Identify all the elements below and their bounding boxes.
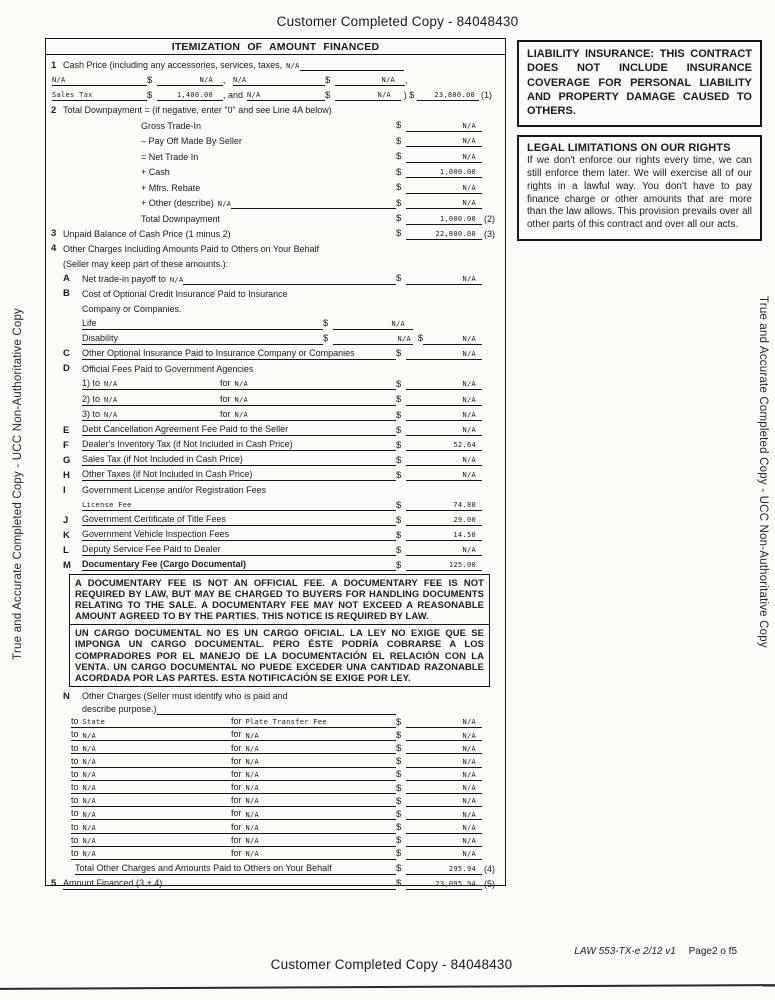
cash-price-label: Cash Price (including any accessories, services, taxes, bbox=[63, 60, 283, 71]
payoff-by-seller-value: N/A bbox=[406, 138, 482, 147]
total-other-charges-value: 295.94 bbox=[406, 866, 482, 875]
to-label: to bbox=[71, 782, 79, 793]
legal-limitations-heading: LEGAL LIMITATIONS ON OUR RIGHTS bbox=[527, 142, 731, 155]
for-label: for bbox=[231, 716, 242, 727]
sales-tax-not-included-label: Sales Tax (if Not Included in Cash Price) bbox=[82, 455, 396, 466]
for-label: for bbox=[231, 848, 242, 859]
dollar-sign: $ bbox=[396, 529, 402, 541]
charge-value: N/A bbox=[406, 785, 482, 794]
line-n-other-charges bbox=[49, 690, 500, 703]
dollar-sign: $ bbox=[147, 74, 153, 86]
line-b-credit-insurance-2 bbox=[49, 300, 500, 315]
page-indicator: Page2 o f5 bbox=[688, 946, 737, 957]
disability-label: Disability bbox=[82, 334, 323, 345]
charge-purpose: N/A bbox=[245, 757, 260, 766]
line-letter: B bbox=[63, 288, 70, 300]
charge-purpose: N/A bbox=[245, 771, 260, 780]
charge-purpose: N/A bbox=[245, 850, 260, 859]
field-sales-tax-not-included bbox=[49, 451, 500, 466]
field-documentary-fee bbox=[49, 556, 500, 571]
amount-financed-value: 23,095.94 bbox=[406, 881, 482, 890]
legal-limitations-box bbox=[517, 135, 762, 240]
dealers-inventory-tax-value: 52.64 bbox=[406, 442, 482, 451]
comma: , bbox=[405, 75, 408, 86]
title-fees-label: Government Certificate of Title Fees bbox=[82, 515, 396, 526]
field-other-taxes bbox=[49, 466, 500, 481]
dollar-sign: $ bbox=[396, 469, 402, 481]
sales-tax-not-included-value: N/A bbox=[406, 457, 482, 466]
field-mfrs-rebate bbox=[49, 178, 500, 194]
disability-value-2: N/A bbox=[423, 336, 482, 345]
dollar-sign: $ bbox=[396, 228, 402, 240]
to-label: to bbox=[71, 821, 79, 832]
license-fee-value: 74.80 bbox=[406, 502, 482, 511]
dollar-sign: $ bbox=[396, 716, 402, 728]
dollar-sign: $ bbox=[396, 182, 402, 194]
field-total-other-charges bbox=[49, 860, 500, 875]
line-ref-4: (4) bbox=[484, 864, 495, 875]
unpaid-balance-label: Unpaid Balance of Cash Price (1 minus 2) bbox=[63, 228, 231, 239]
dollar-sign: $ bbox=[396, 559, 402, 571]
charge-payee: N/A bbox=[82, 731, 97, 740]
for-label: for bbox=[231, 782, 242, 793]
line-number: 4 bbox=[51, 243, 57, 255]
dollar-sign: $ bbox=[396, 756, 402, 768]
dollar-sign: $ bbox=[396, 782, 402, 794]
liability-insurance-box bbox=[517, 40, 762, 127]
total-downpayment-row-label: Total Downpayment bbox=[141, 213, 221, 224]
deputy-service-fee-label: Deputy Service Fee Paid to Dealer bbox=[82, 545, 396, 556]
line-letter: D bbox=[63, 363, 70, 375]
line-1-cash-price bbox=[49, 56, 500, 71]
line-letter: A bbox=[63, 273, 70, 285]
to-label: to bbox=[71, 742, 79, 753]
dollar-sign: $ bbox=[147, 89, 153, 101]
to-label: to bbox=[71, 795, 79, 806]
dollar-sign: $ bbox=[396, 166, 402, 178]
charge-value: N/A bbox=[406, 851, 482, 860]
field-license-fee bbox=[49, 496, 500, 511]
dollar-sign: $ bbox=[396, 742, 402, 754]
line-ref-5: (5) bbox=[484, 879, 495, 890]
charge-purpose: Plate Transfer Fee bbox=[245, 718, 327, 727]
for-label: for bbox=[231, 795, 242, 806]
other-taxes-label: Other Taxes (if Not Included in Cash Price) bbox=[82, 470, 396, 481]
charge-value: N/A bbox=[406, 812, 482, 821]
dollar-sign: $ bbox=[396, 769, 402, 781]
unpaid-balance-value: 22,800.00 bbox=[406, 231, 482, 240]
disability-value: N/A bbox=[333, 336, 413, 345]
dollar-sign: $ bbox=[396, 835, 402, 847]
dollar-sign: $ bbox=[396, 378, 402, 390]
field-title-fees bbox=[49, 511, 500, 526]
line-letter: H bbox=[63, 469, 70, 481]
dollar-sign: $ bbox=[325, 74, 331, 86]
field-other-charge-row bbox=[49, 807, 500, 820]
field-underline bbox=[300, 70, 404, 71]
for-label: for bbox=[231, 808, 242, 819]
legal-limitations-text: If we don't enforce our rights every time, we can still enforce them later. We will exercise all of our rights in a lawful way. You don't have to pay finance charge or other amounts that are more than the law allows. This provision prevails over all other parts of this contract and over all our acts. bbox=[527, 155, 752, 230]
charge-value: N/A bbox=[406, 733, 482, 742]
for-label: for bbox=[231, 742, 242, 753]
describe-purpose-label: describe purpose.) bbox=[82, 703, 157, 714]
life-label: Life bbox=[82, 319, 323, 330]
line-letter: N bbox=[63, 690, 70, 702]
other-describe-label: + Other (describe) bbox=[141, 198, 214, 209]
other-optional-insurance-value: N/A bbox=[406, 351, 482, 360]
field-official-fee-3 bbox=[49, 406, 500, 422]
net-payoff-label: Net trade-in payoff to bbox=[82, 273, 166, 284]
other-downpayment-value: N/A bbox=[406, 200, 482, 209]
fee-1-purpose: N/A bbox=[234, 380, 249, 389]
field-underline bbox=[183, 284, 396, 285]
close-paren-dollar: ) $ bbox=[403, 90, 415, 101]
charge-value: N/A bbox=[406, 759, 482, 768]
field-life-insurance bbox=[49, 315, 500, 330]
bottom-divider-line bbox=[0, 984, 775, 990]
for-label: for bbox=[231, 834, 242, 845]
other-taxes-value: N/A bbox=[406, 472, 482, 481]
gross-trade-in-label: Gross Trade-In bbox=[141, 120, 202, 131]
dealers-inventory-tax-label: Dealer's Inventory Tax (if Not Included in Cash Price) bbox=[82, 440, 396, 451]
dollar-sign: $ bbox=[396, 795, 402, 807]
line-number: 5 bbox=[51, 878, 57, 890]
total-downpayment-label: Total Downpayment = (if negative, enter "0" and see Line 4A below) bbox=[63, 105, 332, 116]
comma: , bbox=[223, 75, 226, 86]
dollar-sign: $ bbox=[396, 439, 402, 451]
fee-3-purpose: N/A bbox=[234, 411, 249, 420]
fee-2-purpose: N/A bbox=[234, 395, 249, 404]
charge-payee: State bbox=[82, 718, 106, 727]
liability-insurance-text: THIS CONTRACT DOES NOT INCLUDE INSURANCE COVERAGE FOR PERSONAL LIABILITY AND PROPERTY DAMAGE CAUSED TO OTHERS. bbox=[527, 48, 752, 118]
dollar-sign: $ bbox=[396, 544, 402, 556]
field-other-charge-row bbox=[49, 820, 500, 833]
dollar-sign: $ bbox=[323, 318, 329, 330]
dollar-sign: $ bbox=[396, 729, 402, 741]
other-optional-insurance-label: Other Optional Insurance Paid to Insurance Company or Companies bbox=[82, 349, 396, 360]
amount-financed-label: Amount Financed (3 + 4) bbox=[63, 879, 396, 890]
line-b-credit-insurance bbox=[49, 285, 500, 300]
field-disability-insurance bbox=[49, 330, 500, 345]
dollar-sign: $ bbox=[396, 454, 402, 466]
charge-purpose: N/A bbox=[245, 744, 260, 753]
charge-value: N/A bbox=[406, 772, 482, 781]
cash-label: + Cash bbox=[141, 167, 170, 178]
total-other-charges-label: Total Other Charges and Amounts Paid to Others on Your Behalf bbox=[75, 864, 396, 875]
to-label: to bbox=[71, 716, 79, 727]
charge-payee: N/A bbox=[82, 757, 97, 766]
fee-1-payee: N/A bbox=[104, 380, 118, 389]
other-tax-amount: N/A bbox=[335, 92, 401, 101]
line-number: 1 bbox=[51, 59, 57, 71]
field-other-charge-row bbox=[49, 715, 500, 728]
field-total-downpayment bbox=[49, 209, 500, 225]
for-label: for bbox=[220, 393, 231, 404]
dollar-sign: $ bbox=[396, 197, 402, 209]
for-label: for bbox=[231, 755, 242, 766]
field-gross-trade-in bbox=[49, 116, 500, 132]
line-d-official-fees bbox=[49, 360, 500, 375]
dollar-sign: $ bbox=[396, 394, 402, 406]
dollar-sign: $ bbox=[396, 120, 402, 132]
other-describe-fill: N/A bbox=[217, 200, 232, 209]
field-other-downpayment bbox=[49, 194, 500, 210]
payoff-by-seller-label: – Pay Off Made By Seller bbox=[141, 136, 242, 147]
field-cash bbox=[49, 163, 500, 179]
documentary-fee-notice-spanish: UN CARGO DOCUMENTAL NO ES UN CARGO OFICIAL. LA LEY NO EXIGE QUE SE IMPONGA UN CARGO DOCUMENTAL. PERO ÉSTE PODRÍA COBRARSE A LOS COMPRADORES POR EL MANEJO DE LA DOCUMENTACIÓN EL RELACIÓN CON LA VENTA. UN CARGO DOCUMENTAL NO PUEDE EXCEDER UNA CANTIDAD RAZONABLE ACORDADA POR LAS PARTES. ESTA NOTIFICACIÓN SE EXIGE POR LEY. bbox=[70, 624, 489, 685]
debt-cancellation-label: Debt Cancellation Agreement Fee Paid to the Seller bbox=[82, 425, 396, 436]
dollar-sign: $ bbox=[396, 424, 402, 436]
company-label: Company or Companies. bbox=[82, 303, 182, 314]
line-letter: K bbox=[63, 529, 70, 541]
net-trade-in-label: = Net Trade In bbox=[141, 151, 199, 162]
dollar-sign: $ bbox=[396, 808, 402, 820]
dollar-sign: $ bbox=[323, 333, 329, 345]
line-letter: J bbox=[63, 514, 69, 526]
fee-2-value: N/A bbox=[406, 397, 482, 406]
line-3-unpaid-balance bbox=[49, 225, 500, 240]
dollar-sign: $ bbox=[325, 89, 331, 101]
form-code bbox=[574, 946, 737, 957]
documentary-fee-value: 125.00 bbox=[406, 562, 482, 571]
itemization-title: ITEMIZATION OF AMOUNT FINANCED bbox=[46, 39, 505, 55]
fee-3-value: N/A bbox=[406, 412, 482, 421]
charge-purpose: N/A bbox=[245, 837, 260, 846]
field-other-charge-row bbox=[49, 754, 500, 767]
field-official-fee-1 bbox=[49, 375, 500, 391]
accessory-2-label: N/A bbox=[233, 77, 325, 86]
accessory-1-amount: N/A bbox=[157, 77, 223, 86]
field-net-trade-in-payoff bbox=[49, 270, 500, 285]
dollar-sign: $ bbox=[396, 348, 402, 360]
line-number: 2 bbox=[51, 104, 57, 116]
to-label: to bbox=[71, 768, 79, 779]
dollar-sign: $ bbox=[396, 409, 402, 421]
cash-price-total: 23,800.00 bbox=[417, 92, 479, 101]
total-downpayment-value: 1,000.00 bbox=[406, 216, 482, 225]
field-other-charge-row bbox=[49, 834, 500, 847]
and-label: , and bbox=[223, 90, 244, 101]
deputy-service-fee-value: N/A bbox=[406, 547, 482, 556]
field-debt-cancellation bbox=[49, 421, 500, 436]
dollar-sign: $ bbox=[396, 499, 402, 511]
dollar-sign: $ bbox=[396, 151, 402, 163]
to-label: to bbox=[71, 848, 79, 859]
charge-payee: N/A bbox=[82, 784, 97, 793]
inspection-fees-value: 14.50 bbox=[406, 532, 482, 541]
for-label: for bbox=[231, 729, 242, 740]
line-2-total-downpayment bbox=[49, 101, 500, 116]
inspection-fees-label: Government Vehicle Inspection Fees bbox=[82, 530, 396, 541]
dollar-sign: $ bbox=[396, 514, 402, 526]
field-other-charge-row bbox=[49, 741, 500, 754]
to-label: to bbox=[71, 808, 79, 819]
mfrs-rebate-label: + Mfrs. Rebate bbox=[141, 182, 201, 193]
line-4-other-charges bbox=[49, 240, 500, 255]
field-other-charge-row bbox=[49, 847, 500, 860]
form-code-text: LAW 553-TX-e 2/12 v1 bbox=[574, 946, 676, 957]
charge-purpose: N/A bbox=[245, 784, 260, 793]
dollar-sign: $ bbox=[396, 878, 402, 890]
dollar-sign: $ bbox=[396, 822, 402, 834]
charge-payee: N/A bbox=[82, 823, 97, 832]
for-label: for bbox=[220, 378, 231, 389]
fee-1-value: N/A bbox=[406, 381, 482, 390]
charge-purpose: N/A bbox=[245, 731, 260, 740]
sales-tax-amount: 1,400.00 bbox=[157, 92, 223, 101]
dollar-sign: $ bbox=[396, 848, 402, 860]
bottom-copy-label: Customer Completed Copy - 84048430 bbox=[270, 957, 513, 972]
field-other-charge-row bbox=[49, 768, 500, 781]
title-fees-value: 29.00 bbox=[406, 517, 482, 526]
line-letter: C bbox=[63, 348, 70, 360]
charge-payee: N/A bbox=[82, 744, 97, 753]
charge-payee: N/A bbox=[82, 797, 97, 806]
field-other-charge-row bbox=[49, 781, 500, 794]
left-vertical-watermark: True and Accurate Completed Copy - UCC Non-Authoritative Copy bbox=[12, 308, 24, 660]
dollar-sign: $ bbox=[396, 213, 402, 225]
net-payoff-value: N/A bbox=[406, 276, 482, 285]
line-n-other-charges-2 bbox=[49, 702, 500, 715]
charge-value: N/A bbox=[406, 825, 482, 834]
field-underline bbox=[231, 208, 396, 209]
accessory-1-label: N/A bbox=[52, 77, 147, 86]
for-label: for bbox=[220, 409, 231, 420]
to-label: to bbox=[71, 729, 79, 740]
mfrs-rebate-value: N/A bbox=[406, 185, 482, 194]
credit-insurance-label: Cost of Optional Credit Insurance Paid to Insurance bbox=[82, 288, 288, 299]
fee-2-payee: N/A bbox=[104, 395, 118, 404]
charge-value: N/A bbox=[406, 798, 482, 807]
net-trade-in-value: N/A bbox=[406, 154, 482, 163]
to-label: to bbox=[71, 834, 79, 845]
dollar-sign: $ bbox=[396, 135, 402, 147]
line-ref-1: (1) bbox=[481, 90, 492, 101]
line-4-sublabel bbox=[49, 255, 500, 270]
charge-payee: N/A bbox=[82, 850, 97, 859]
itemization-box bbox=[45, 38, 506, 890]
to-label: 2) to bbox=[82, 393, 101, 404]
fee-3-payee: N/A bbox=[104, 411, 118, 420]
line-ref-3: (3) bbox=[484, 228, 495, 239]
field-deputy-service-fee bbox=[49, 541, 500, 556]
cash-value: 1,000.00 bbox=[406, 169, 482, 178]
charge-value: N/A bbox=[406, 719, 482, 728]
to-label: to bbox=[71, 755, 79, 766]
line-i-license-fees bbox=[49, 481, 500, 496]
accessory-2-amount: N/A bbox=[335, 77, 405, 86]
line-letter: M bbox=[63, 559, 71, 571]
documentary-fee-notice-english: A DOCUMENTARY FEE IS NOT AN OFFICIAL FEE. A DOCUMENTARY FEE IS NOT REQUIRED BY LAW, BUT MAY BE CHARGED TO BUYERS FOR HANDLING DOCUMENTS RELATING TO THE SALE. A DOCUMENTARY FEE MAY NOT EXCEED A REASONABLE AMOUNT AGREED TO BY THE PARTIES. THIS NOTICE IS REQUIRED BY LAW. bbox=[75, 577, 484, 622]
other-charges-label: Other Charges Including Amounts Paid to Others on Your Behalf bbox=[63, 243, 320, 254]
net-payoff-fill: N/A bbox=[169, 275, 184, 284]
line-5-amount-financed bbox=[49, 875, 500, 890]
for-label: for bbox=[231, 768, 242, 779]
sales-tax-label: Sales Tax bbox=[52, 92, 147, 101]
line-number: 3 bbox=[51, 228, 57, 240]
right-vertical-watermark: True and Accurate Completed Copy - UCC Non-Authoritative Copy bbox=[757, 296, 769, 648]
life-value: N/A bbox=[333, 321, 413, 330]
field-other-optional-insurance bbox=[49, 345, 500, 360]
charge-value: N/A bbox=[406, 838, 482, 847]
line-letter: L bbox=[63, 544, 69, 556]
dollar-sign: $ bbox=[396, 273, 402, 285]
dollar-sign: $ bbox=[417, 333, 423, 345]
debt-cancellation-value: N/A bbox=[406, 427, 482, 436]
documentary-fee-notice bbox=[69, 574, 490, 687]
field-other-charge-row bbox=[49, 794, 500, 807]
seller-keep-label: (Seller may keep part of these amounts.): bbox=[63, 258, 229, 269]
line-1-detail-row-1 bbox=[52, 71, 500, 86]
line-letter: E bbox=[63, 424, 70, 436]
charge-value: N/A bbox=[406, 746, 482, 755]
charge-payee: N/A bbox=[82, 837, 97, 846]
field-underline bbox=[157, 714, 396, 715]
for-label: for bbox=[231, 821, 242, 832]
to-label: 3) to bbox=[82, 409, 101, 420]
charge-payee: N/A bbox=[82, 810, 97, 819]
cash-price-fill: N/A bbox=[286, 62, 300, 71]
line-letter: G bbox=[63, 454, 71, 466]
charge-purpose: N/A bbox=[245, 797, 260, 806]
top-copy-label: Customer Completed Copy - 84048430 bbox=[276, 14, 519, 29]
field-other-charge-row bbox=[49, 728, 500, 741]
charge-purpose: N/A bbox=[245, 823, 260, 832]
dollar-sign: $ bbox=[396, 863, 402, 875]
gross-trade-in-value: N/A bbox=[406, 123, 482, 132]
field-inspection-fees bbox=[49, 526, 500, 541]
field-dealers-inventory-tax bbox=[49, 436, 500, 451]
line-letter: I bbox=[63, 484, 66, 496]
other-charges-n-label: Other Charges (Seller must identify who is paid and bbox=[82, 691, 288, 702]
other-tax-label: N/A bbox=[247, 92, 325, 101]
right-column bbox=[517, 40, 762, 241]
charge-purpose: N/A bbox=[245, 810, 260, 819]
field-net-trade-in bbox=[49, 147, 500, 163]
to-label: 1) to bbox=[82, 378, 101, 389]
field-official-fee-2 bbox=[49, 390, 500, 406]
field-payoff-by-seller bbox=[49, 132, 500, 148]
line-1-detail-row-2 bbox=[52, 86, 500, 101]
documentary-fee-label: Documentary Fee (Cargo Documental) bbox=[82, 560, 396, 571]
official-fees-label: Official Fees Paid to Government Agencies bbox=[82, 363, 254, 374]
charge-payee: N/A bbox=[82, 771, 97, 780]
line-letter: F bbox=[63, 439, 69, 451]
license-fee-fill: License Fee bbox=[82, 502, 396, 511]
liability-insurance-heading: LIABILITY INSURANCE: bbox=[527, 48, 655, 60]
line-ref-2: (2) bbox=[484, 213, 495, 224]
license-registration-label: Government License and/or Registration Fees bbox=[82, 485, 267, 496]
